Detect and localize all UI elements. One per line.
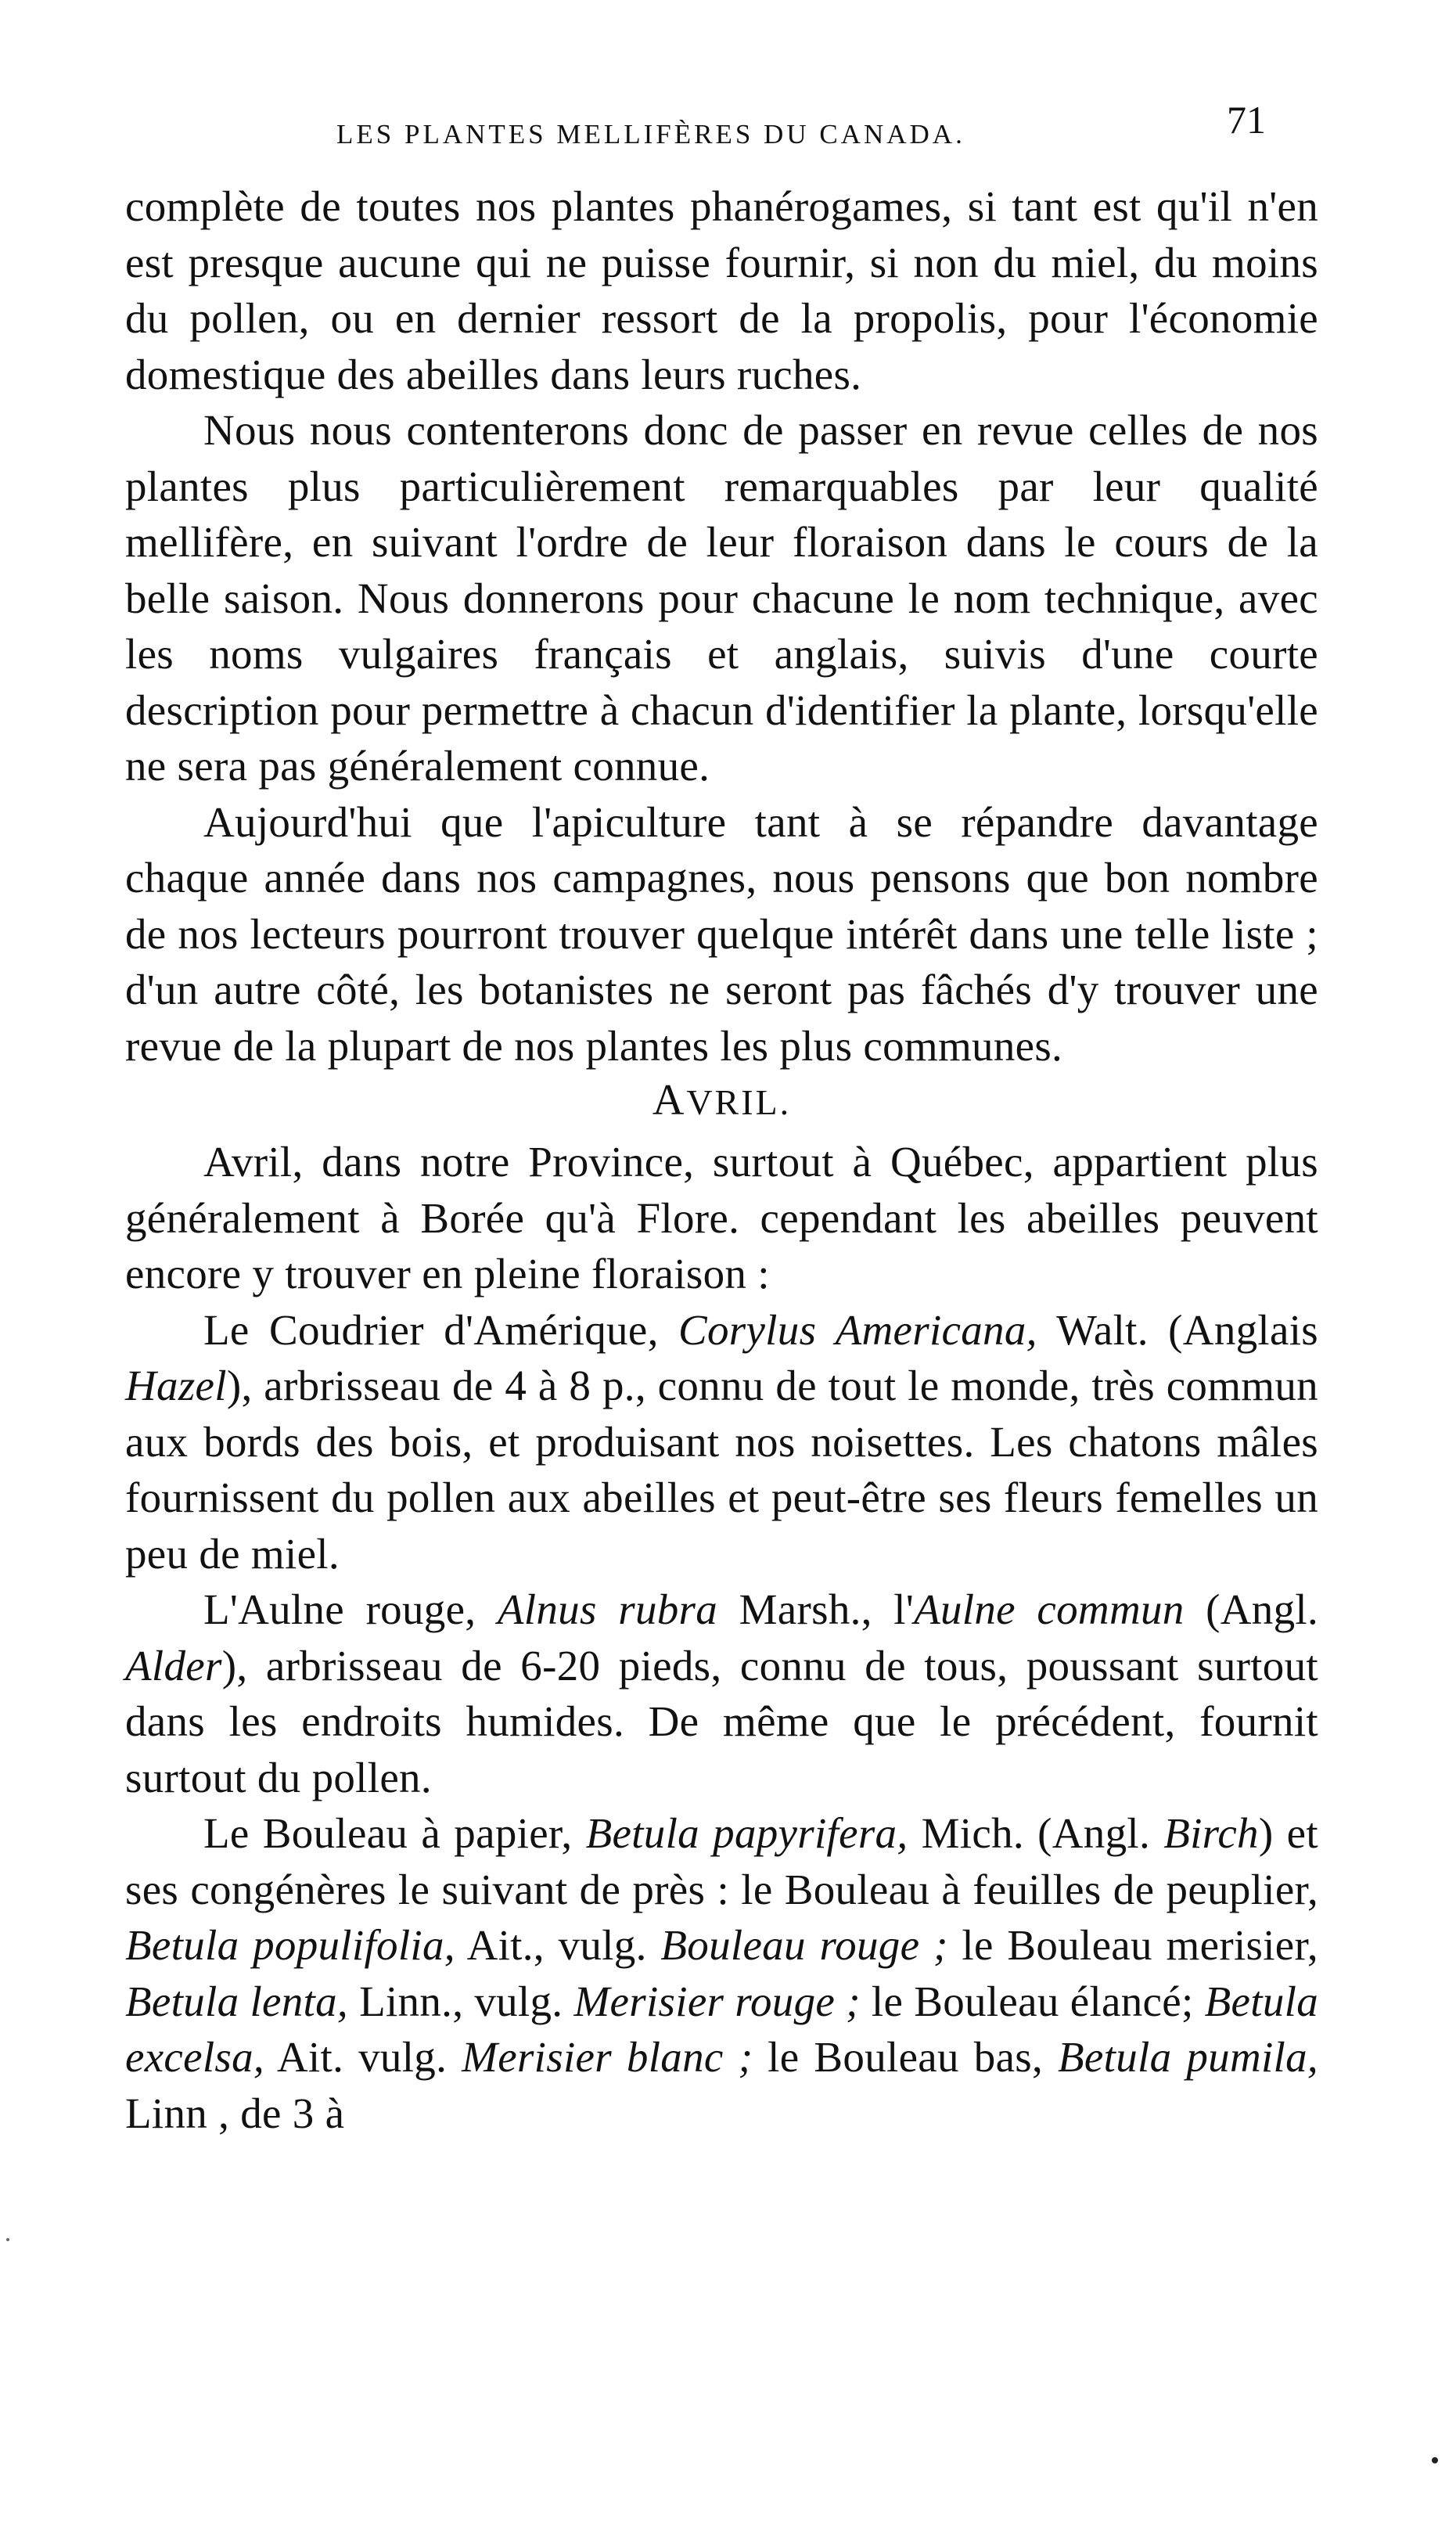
botanical-name: Corylus Americana, (678, 1305, 1037, 1354)
paragraph (125, 1302, 1318, 1582)
botanical-name: Betula lenta, (125, 1977, 348, 2025)
text-run: Walt. (Anglais (1037, 1305, 1318, 1354)
section-heading (125, 1075, 1318, 1128)
paragraph (125, 1805, 1318, 2141)
common-name: Merisier blanc ; (462, 2033, 753, 2081)
text-run: Le Bouleau à papier, (203, 1809, 586, 1857)
paragraph (125, 1134, 1318, 1302)
paragraph (125, 794, 1318, 1074)
botanical-name: Betula excelsa, (125, 1977, 1318, 2081)
text-run: L'Aulne rouge, (203, 1585, 498, 1633)
text-run: le Bouleau merisier, (947, 1921, 1318, 1969)
text-run: Avril, dans notre Province, surtout à Québec, appartient plus généralement à Borée qu'à Flore. cependant les abeilles peuvent encore y trouver en pleine floraison : (125, 1138, 1318, 1297)
text-run: le Bouleau bas, (753, 2033, 1059, 2081)
botanical-name: Betula populifolia, (125, 1921, 455, 1969)
section-heading-rest: VRIL. (686, 1082, 792, 1122)
text-run: Ait., vulg. (455, 1921, 661, 1969)
text-run: Linn , de 3 à (125, 2089, 345, 2137)
text-run: complète de toutes nos plantes phanérogames, si tant est qu'il n'en est presque aucune qui ne puisse fournir, si non du miel, du moins du pollen, ou en dernier ressort de la propolis, pour l'économie domestique des abeilles dans leurs ruches. (125, 182, 1318, 398)
text-run: Ait. vulg. (264, 2033, 462, 2081)
text-run: Aujourd'hui que l'apiculture tant à se répandre davantage chaque année dans nos campagnes, nous pensons que bon nombre de nos lecteurs pourront trouver quelque intérêt dans une telle liste ; d'un autre côté, les botanistes ne seront pas fâchés d'y trouver une revue de la plupart de nos plantes les plus communes. (125, 797, 1318, 1070)
common-name: Bouleau rouge ; (660, 1921, 948, 1969)
page-number: 71 (1227, 98, 1266, 142)
text-run: Marsh., l' (717, 1585, 915, 1633)
text-run: ), arbrisseau de 6-20 pieds, connu de tous, poussant surtout dans les endroits humides. De même que le précédent, fournit surtout du pollen. (125, 1641, 1318, 1801)
print-speck (6, 2238, 9, 2241)
botanical-name: Alnus rubra (497, 1585, 718, 1633)
english-name: Hazel (125, 1362, 227, 1409)
botanical-name: Betula pumila, (1058, 2033, 1318, 2081)
common-name: Merisier rouge ; (573, 1977, 861, 2025)
english-name: Birch (1163, 1809, 1259, 1857)
paragraph (125, 402, 1318, 794)
text-run: Nous nous contenterons donc de passer en revue celles de nos plantes plus particulièrement remarquables par leur qualité mellifère, en suivant l'ordre de leur floraison dans le cours de la belle saison. Nous donnerons pour chacune le nom technique, avec les noms vulgaires français et anglais, suivis d'une courte description pour permettre à chacun d'identifier la plante, lorsqu'elle ne sera pas généralement connue. (125, 406, 1318, 790)
english-name: Alder (125, 1641, 222, 1690)
botanical-name: Betula papyrifera, (585, 1809, 908, 1857)
text-run: (Angl. (1184, 1585, 1318, 1633)
body-text (125, 178, 1318, 2141)
paragraph (125, 1582, 1318, 1805)
text-run: ) et ses congénères le suivant de près : le Bouleau à feuilles de peuplier, (125, 1809, 1318, 1913)
text-run: le Bouleau élancé; (860, 1977, 1205, 2025)
running-head: LES PLANTES MELLIFÈRES DU CANADA. (336, 119, 965, 149)
text-run: Mich. (Angl. (908, 1809, 1164, 1857)
paragraph (125, 178, 1318, 402)
common-name: Aulne commun (914, 1585, 1185, 1633)
text-run: Linn., vulg. (347, 1977, 574, 2025)
print-speck (1432, 2457, 1438, 2463)
text-run: Le Coudrier d'Amérique, (203, 1305, 678, 1354)
section-heading-initial: A (652, 1076, 687, 1125)
text-run: ), arbrisseau de 4 à 8 p., connu de tout le monde, très commun aux bords des bois, et produisant nos noisettes. Les chatons mâles fournissent du pollen aux abeilles et peut-être ses fleurs femelles un peu de miel. (125, 1362, 1318, 1578)
